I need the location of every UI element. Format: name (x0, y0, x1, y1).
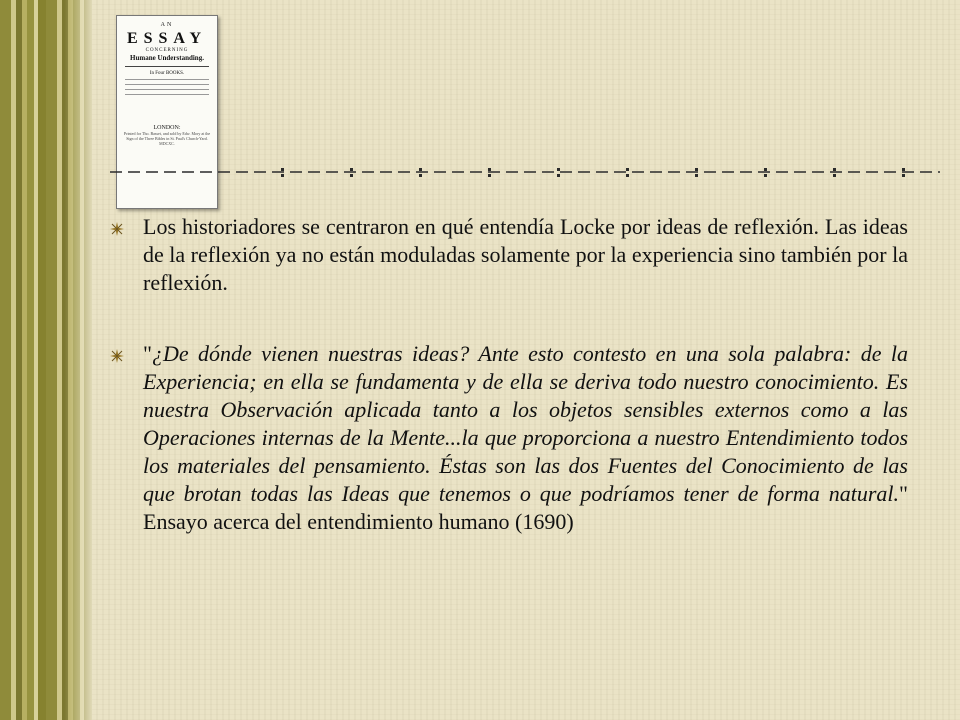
locke-quote-text: ¿De dónde vienen nuestras ideas? Ante esto contesto en una sola palabra: de la Experiencia; en ella se fundamenta y de ella se deriva todo nuestro conocimiento. Es nuestra Observación aplicada tanto a los objetos sensibles externos como a las Operaciones internas de la Mente...la que proporciona a nuestro Entendimiento todos los materiales del pensamiento. Éstas son las dos Fuentes del Conocimiento de las que brotan todas las Ideas que tenemos o que podríamos tener de forma natural. (143, 341, 908, 506)
quote-citation: " Ensayo acerca del entendimiento humano (1690) (143, 481, 908, 534)
book-place: LONDON: (153, 125, 181, 131)
paragraph-locke-quote (143, 340, 908, 536)
sparkle-bullet-icon (110, 349, 124, 363)
paragraph-reflection: Los historiadores se centraron en qué entendía Locke por ideas de reflexión. Las ideas de la reflexión ya no están moduladas solamente por la experiencia sino también por la reflexión. (143, 214, 908, 295)
dashed-divider (110, 164, 940, 180)
divider-line-icon (110, 164, 940, 180)
book-text-line (125, 79, 209, 80)
book-concerning: CONCERNING (145, 48, 189, 53)
book-text-line (125, 94, 209, 95)
book-text-line (125, 89, 209, 90)
book-imprint: Printed for Tho. Basset, and sold by Edw. Mory at the Sign of the Three Bibles in St. Paul's Church-Yard. MDCXC. (123, 131, 211, 146)
book-rule (125, 66, 209, 67)
book-four-books: In Four BOOKS. (149, 71, 185, 76)
book-subtitle: Humane Understanding. (130, 54, 204, 62)
sparkle-bullet-icon (110, 222, 124, 236)
book-text-line (125, 84, 209, 85)
decorative-stripes (0, 0, 92, 720)
book-title: ESSAY (126, 30, 208, 47)
quote-open-mark: " (143, 341, 152, 366)
book-an-label: AN (160, 22, 174, 28)
